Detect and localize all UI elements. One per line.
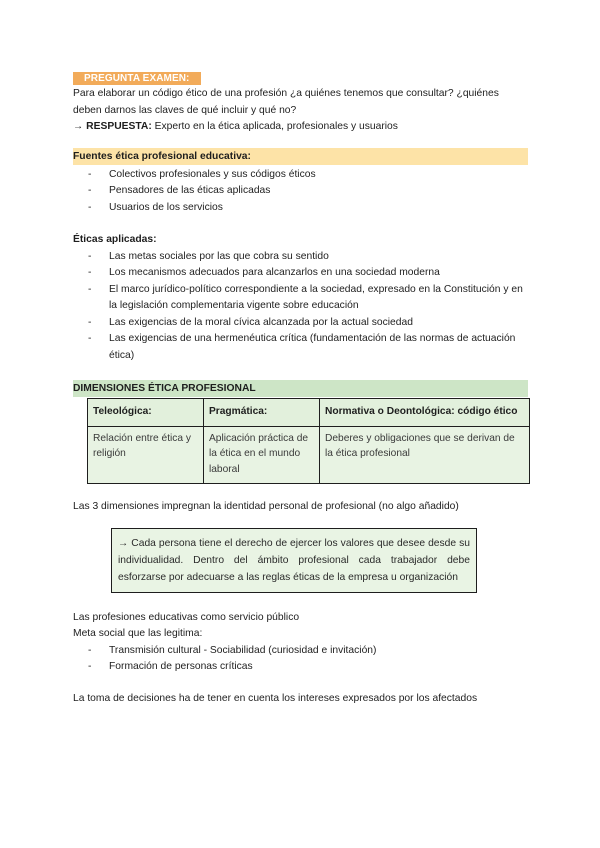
table-header-cell: Pragmática: (204, 399, 320, 427)
answer-text: Experto en la ética aplicada, profesionales y usuarios (151, 121, 398, 132)
table-row (88, 426, 530, 484)
dimensions-note: Las 3 dimensiones impregnan la identidad personal de profesional (no algo añadido) (73, 501, 459, 512)
table-header-row (88, 399, 530, 427)
answer-label: RESPUESTA: (86, 121, 152, 132)
dimensions-table (87, 398, 530, 484)
closing-line: La toma de decisiones ha de tener en cuenta los intereses expresados por los afectados (73, 692, 478, 704)
social-goal-list (73, 643, 528, 676)
sources-heading: Fuentes ética profesional educativa: (73, 148, 528, 165)
note-box: → Cada persona tiene el derecho de ejercer los valores que desee desde su individualidad. Dentro del ámbito profesional cada trabajador debe esforzarse por adecuarse a las reglas éticas de la empresa u organización (111, 528, 477, 593)
list-item: - Formación de personas críticas (73, 659, 528, 676)
social-goal-line: Meta social que las legitima: (73, 628, 203, 639)
document-page (73, 72, 528, 707)
table-header-cell: Normativa o Deontológica: código ético (320, 399, 530, 427)
list-item: - Transmisión cultural - Sociabilidad (curiosidad e invitación) (73, 643, 528, 660)
exam-question-tag: PREGUNTA EXAMEN: (73, 72, 201, 85)
list-item: - Las exigencias de una hermenéutica crítica (fundamentación de las normas de actuación ética) (73, 331, 528, 364)
list-item: - Pensadores de las éticas aplicadas (73, 183, 528, 200)
public-service-line: Las profesiones educativas como servicio público (73, 611, 300, 623)
exam-question-text: Para elaborar un código ético de una profesión ¿a quiénes tenemos que consultar? ¿quiénes deben darnos las claves de qué incluir y qué no? (73, 88, 499, 116)
list-item: - El marco jurídico-político correspondiente a la sociedad, expresado en la Constitución y en la legislación complementaria vigente sobre educación (73, 282, 528, 315)
sources-list (73, 167, 528, 217)
list-item: - Las exigencias de la moral cívica alcanzada por la actual sociedad (73, 315, 528, 332)
table-cell: Deberes y obligaciones que se derivan de la ética profesional (320, 426, 530, 484)
dimensions-heading: DIMENSIONES ÉTICA PROFESIONAL (73, 380, 528, 397)
list-item: - Colectivos profesionales y sus códigos éticos (73, 167, 528, 184)
arrow-glyph: → (73, 121, 84, 132)
answer-line (73, 119, 528, 136)
table-cell: Relación entre ética y religión (88, 426, 204, 484)
list-item: - Las metas sociales por las que cobra su sentido (73, 249, 528, 266)
table-header-cell: Teleológica: (88, 399, 204, 427)
list-item: - Usuarios de los servicios (73, 200, 528, 217)
list-item: - Los mecanismos adecuados para alcanzarlos en una sociedad moderna (73, 265, 528, 282)
table-cell: Aplicación práctica de la ética en el mundo laboral (204, 426, 320, 484)
applied-ethics-heading: Éticas aplicadas: (73, 234, 157, 245)
applied-ethics-list (73, 249, 528, 365)
